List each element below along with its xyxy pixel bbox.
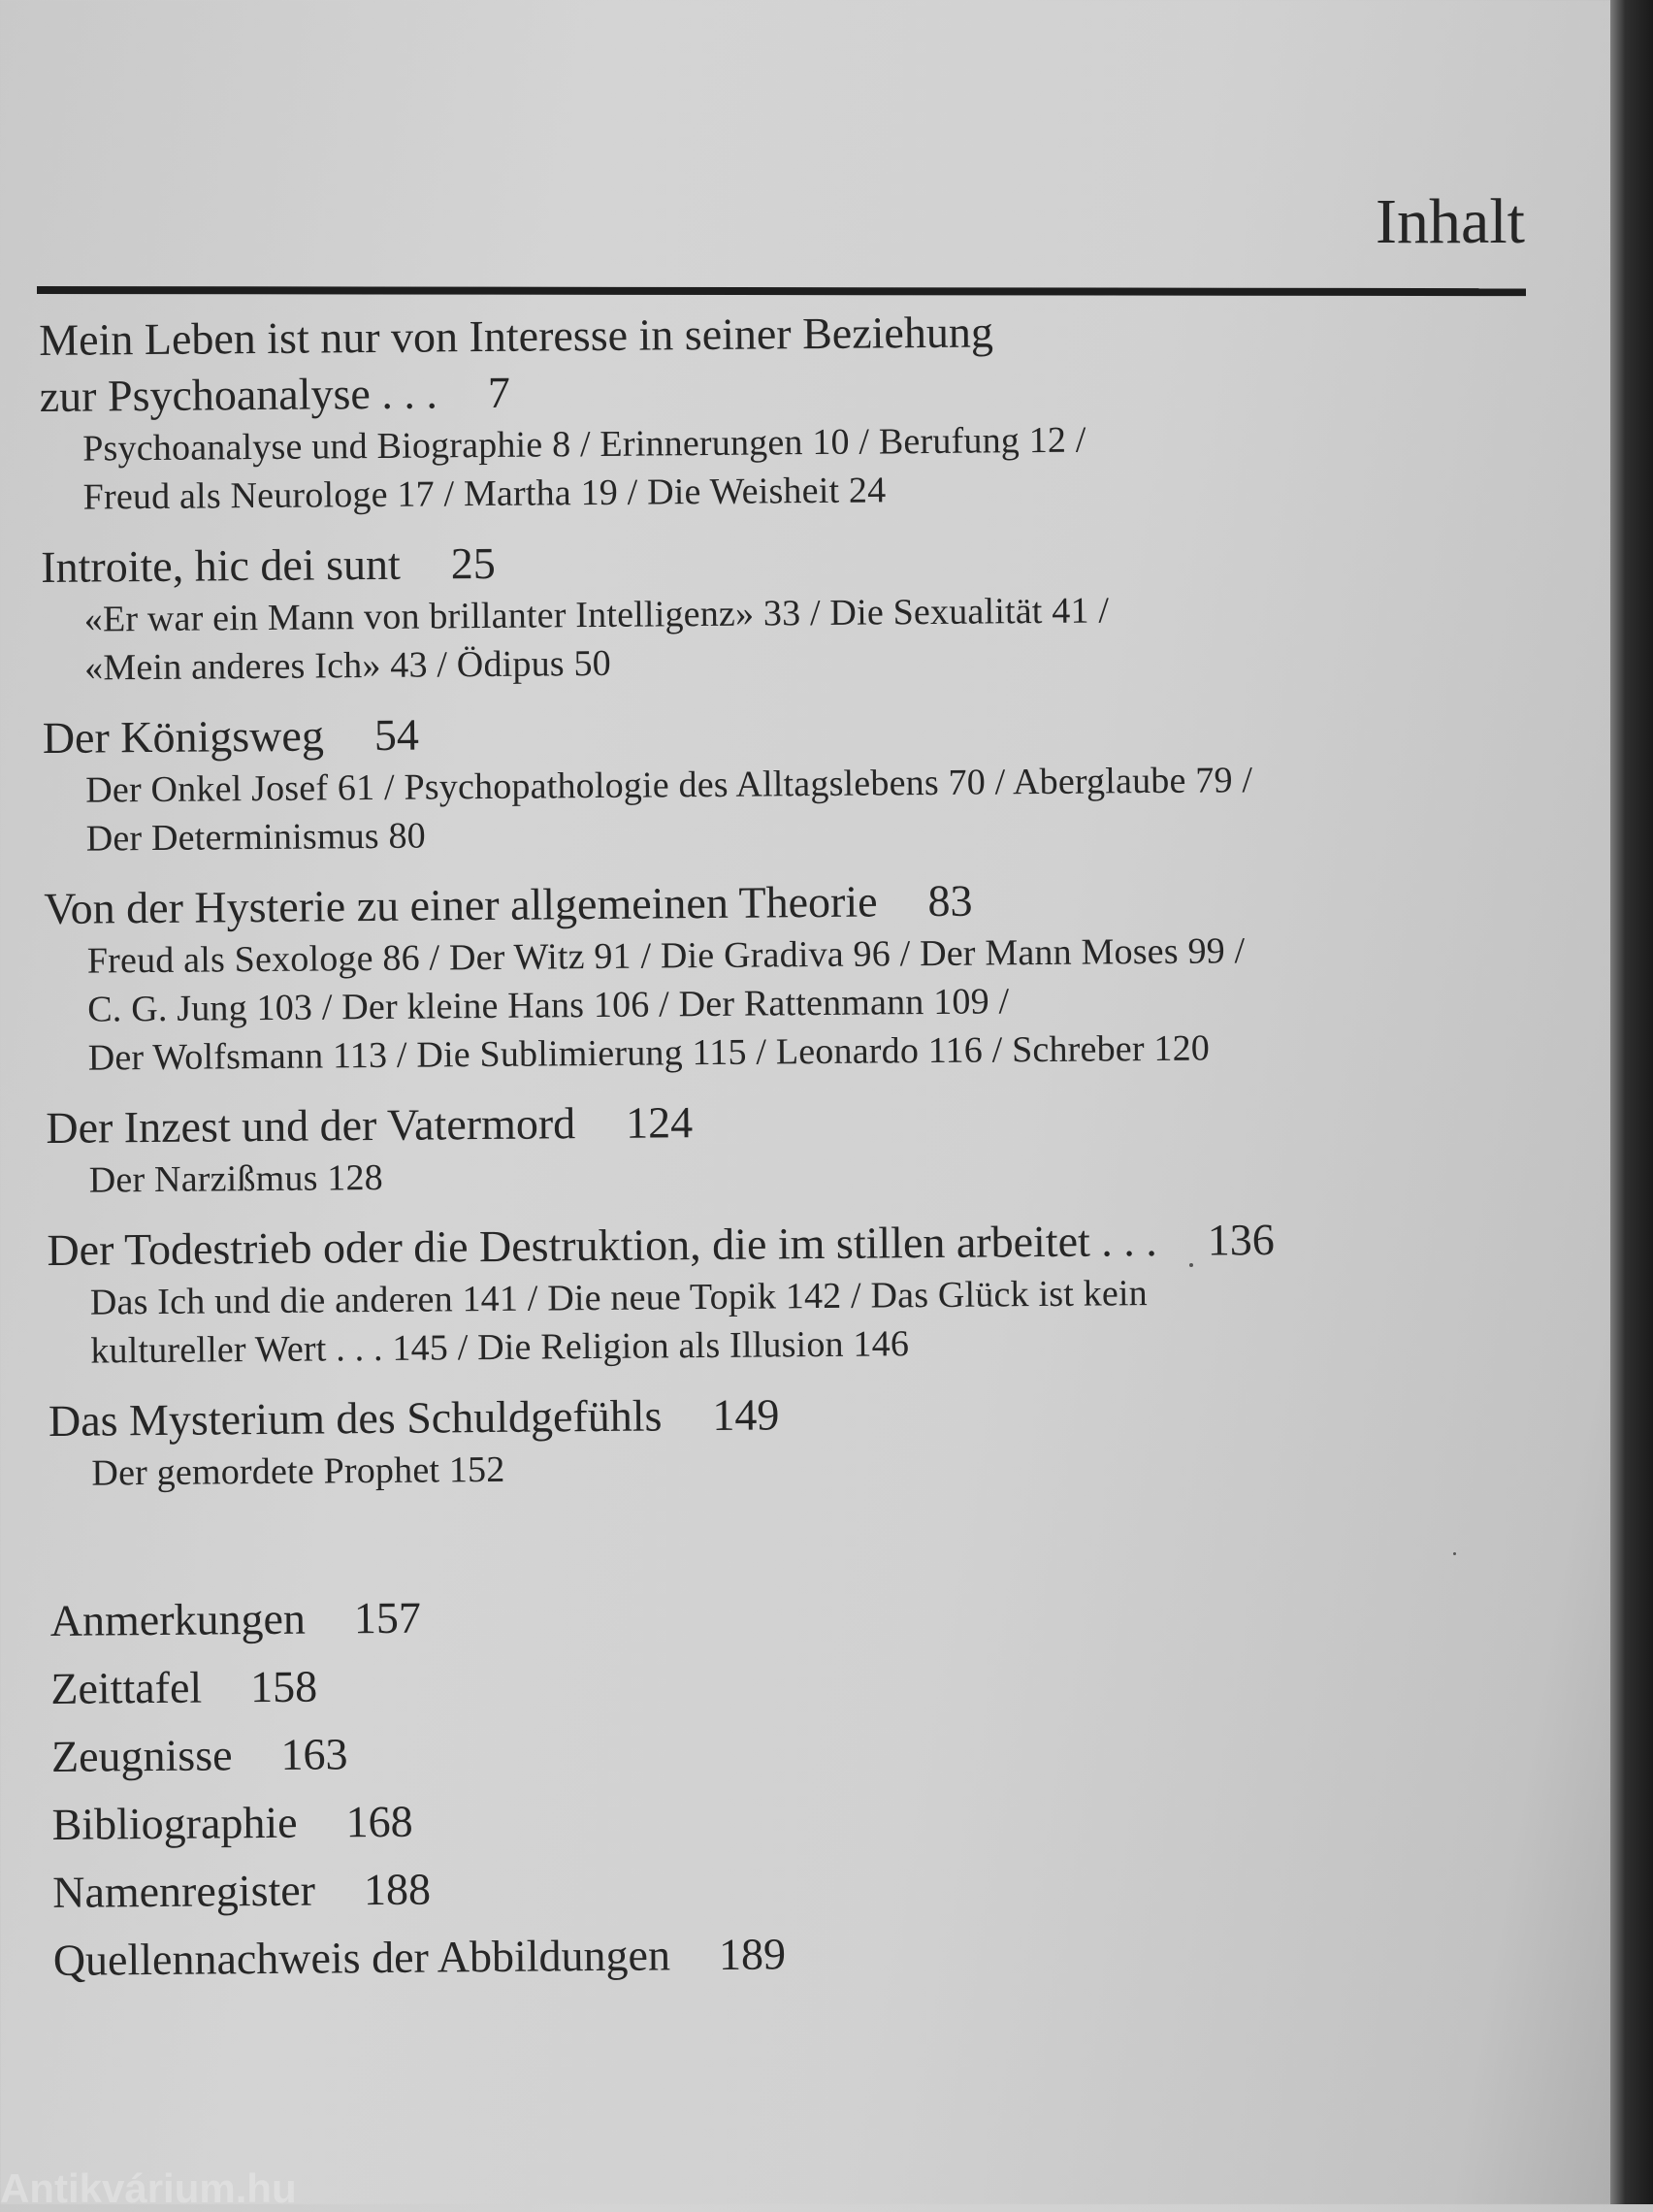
page-binding-edge	[1610, 0, 1653, 2204]
section-list-line: Der Onkel Josef 61 / Psychopathologie des Alltagslebens 70 / Aberglaube 79 /	[85, 760, 1253, 811]
toc-chapter	[43, 698, 1479, 863]
chapter-title[interactable]: Das Mysterium des Schuldgefühls 149	[48, 1389, 780, 1446]
appendix-page-number: 189	[718, 1929, 787, 1979]
section-list-line: Der Narzißmus 128	[88, 1156, 384, 1201]
title-rule	[37, 286, 1526, 296]
appendix-item-bibliographie[interactable]: Bibliographie 168	[51, 1796, 413, 1849]
chapter-page-number: 83	[927, 875, 973, 927]
appendix-list	[49, 1575, 1489, 1995]
watermark: Antikvárium.hu	[0, 2165, 297, 2211]
appendix-item-zeugnisse[interactable]: Zeugnisse 163	[50, 1729, 348, 1781]
chapter-page-number: 54	[373, 709, 420, 760]
page-title: Inhalt	[1376, 186, 1525, 257]
appendix-page-number: 188	[363, 1864, 432, 1915]
appendix-page-number: 157	[353, 1592, 422, 1643]
section-list-line: «Er war ein Mann von brillanter Intelligenz» 33 / Die Sexualität 41 /	[83, 590, 1110, 640]
toc-chapter	[39, 300, 1476, 522]
appendix-item-anmerkungen[interactable]: Anmerkungen 157	[49, 1592, 422, 1645]
toc-chapter	[49, 1381, 1485, 1498]
section-list-line: Freud als Sexologe 86 / Der Witz 91 / Die Gradiva 96 / Der Mann Moses 99 /	[86, 930, 1246, 982]
chapter-page-number: 136	[1207, 1214, 1275, 1265]
table-of-contents	[39, 300, 1489, 1995]
section-list-line: Der Determinismus 80	[85, 815, 427, 860]
chapter-page-number: 149	[712, 1389, 780, 1440]
chapter-title[interactable]: Von der Hysterie zu einer allgemeinen Theorie 83	[44, 875, 973, 933]
appendix-item-namenregister[interactable]: Namenregister 188	[51, 1864, 432, 1917]
chapter-title-continued[interactable]: zur Psychoanalyse . . . 7	[39, 367, 511, 421]
appendix-item-zeittafel[interactable]: Zeittafel 158	[50, 1661, 318, 1713]
section-list-line: kultureller Wert . . . 145 / Die Religion als Illusion 146	[90, 1323, 910, 1372]
chapter-page-number: 25	[450, 537, 496, 589]
appendix-page-number: 163	[280, 1729, 348, 1779]
appendix-page-number: 168	[345, 1796, 413, 1847]
toc-chapter	[44, 868, 1481, 1083]
section-list-line: Der Wolfsmann 113 / Die Sublimierung 115 / Leonardo 116 / Schreber 120	[87, 1027, 1211, 1079]
toc-chapter	[46, 1088, 1482, 1205]
appendix-page-number: 158	[249, 1661, 318, 1712]
section-list-line: Das Ich und die anderen 141 / Die neue Topik 142 / Das Glück ist kein	[89, 1273, 1149, 1323]
chapter-title[interactable]: Der Inzest und der Vatermord 124	[46, 1097, 694, 1153]
chapter-page-number: 124	[625, 1097, 694, 1148]
section-list-line: Psychoanalyse und Biographie 8 / Erinnerungen 10 / Berufung 12 /	[82, 419, 1086, 470]
appendix-item-quellennachweis[interactable]: Quellennachweis der Abbildungen 189	[52, 1929, 787, 1985]
chapter-title[interactable]: Mein Leben ist nur von Interesse in seiner Beziehung	[39, 307, 994, 365]
toc-chapter	[41, 527, 1477, 693]
section-list-line: «Mein anderes Ich» 43 / Ödipus 50	[84, 642, 612, 689]
chapter-title[interactable]: Introite, hic dei sunt 25	[41, 537, 496, 592]
section-list-line: Der gemordete Prophet 152	[91, 1448, 505, 1494]
chapter-title[interactable]: Der Königsweg 54	[42, 709, 420, 763]
chapter-title[interactable]: Der Todestrieb oder die Destruktion, die im stillen arbeitet . . . 136	[47, 1214, 1275, 1275]
chapter-page-number: 7	[487, 367, 511, 417]
toc-chapter	[47, 1210, 1483, 1376]
section-list-line: C. G. Jung 103 / Der kleine Hans 106 / Der Rattenmann 109 /	[87, 981, 1010, 1030]
section-list-line: Freud als Neurologe 17 / Martha 19 / Die Weisheit 24	[82, 470, 887, 518]
